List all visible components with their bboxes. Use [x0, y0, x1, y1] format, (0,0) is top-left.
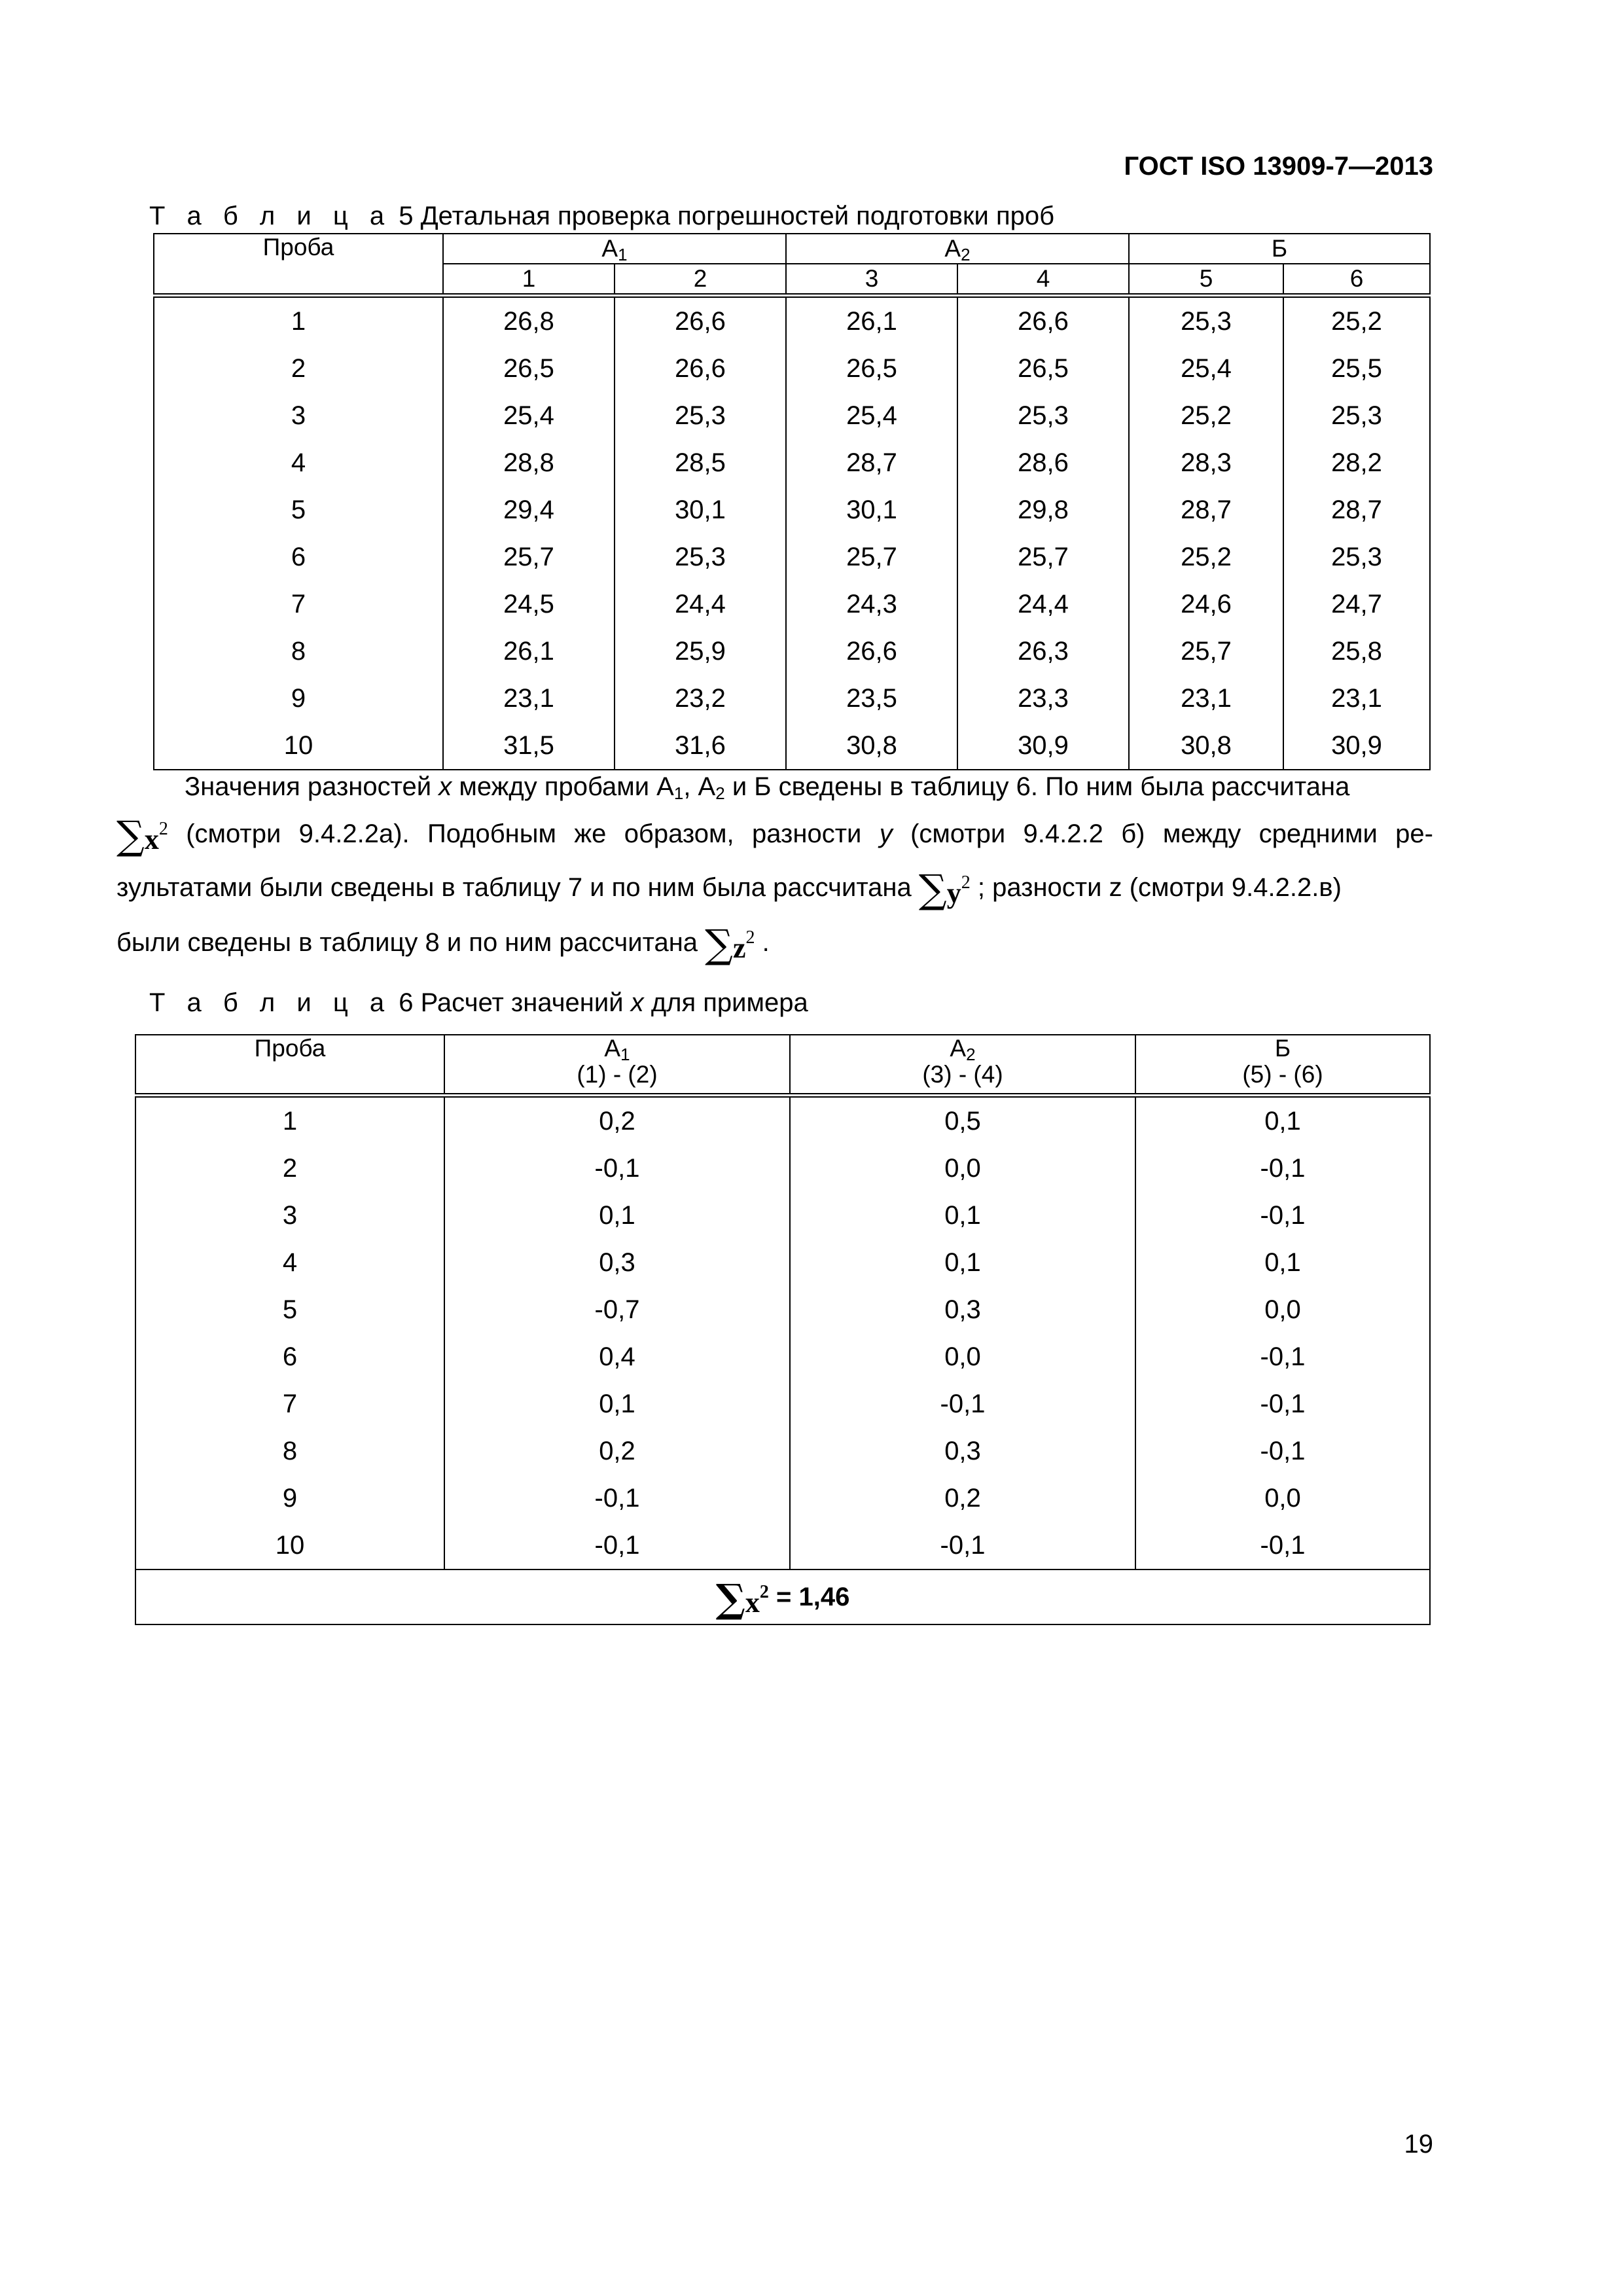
table5-cell: 25,2 [1129, 533, 1283, 581]
table6-cell: 0,2 [444, 1096, 790, 1145]
table5-cell: 25,7 [957, 533, 1129, 581]
table6-cell: 0,0 [790, 1145, 1135, 1192]
table5 [153, 233, 1431, 770]
paragraph-line-3: зультатами были сведены в таблицу 7 и по ним была рассчитана $\sum y^2$ ; разности z (смотри 9.4.2.2.в) [116, 867, 1342, 912]
table5-cell: 9 [154, 675, 443, 722]
table6-row [135, 1096, 1430, 1145]
table5-row [154, 439, 1430, 486]
table6-cell: -0,1 [1135, 1380, 1430, 1427]
table6-cell: -0,1 [444, 1475, 790, 1522]
table5-cell: 28,7 [1129, 486, 1283, 533]
table5-cell: 25,7 [1129, 628, 1283, 675]
table5-cell: 29,4 [443, 486, 615, 533]
table6 [135, 1034, 1431, 1625]
table5-cell: 6 [154, 533, 443, 581]
table6-cell: 2 [135, 1145, 444, 1192]
table5-cell: 30,1 [615, 486, 786, 533]
table5-cell: 2 [154, 345, 443, 392]
table6-row [135, 1475, 1430, 1522]
sum-y-squared: $\sum y^2$ [918, 867, 971, 912]
table6-cell: 1 [135, 1096, 444, 1145]
table6-cell: 0,1 [790, 1192, 1135, 1239]
table5-subheader: 5 [1129, 264, 1283, 296]
table6-cell: 0,3 [790, 1427, 1135, 1475]
table5-cell: 25,7 [443, 533, 615, 581]
table5-subheader: 1 [443, 264, 615, 296]
table5-cell: 28,5 [615, 439, 786, 486]
table5-cell: 28,7 [786, 439, 957, 486]
table5-cell: 26,5 [443, 345, 615, 392]
table6-row [135, 1380, 1430, 1427]
table5-cell: 28,6 [957, 439, 1129, 486]
table6-cell: 9 [135, 1475, 444, 1522]
table6-cell: -0,1 [1135, 1427, 1430, 1475]
table5-row [154, 296, 1430, 346]
table5-caption-word: Т а б л и ц а [149, 202, 392, 230]
paragraph-line-2: $\sum x^2$ (смотри 9.4.2.2а). Подобным же образом, разности y (смотри 9.4.2.2 б) между средними ре- [116, 813, 1433, 859]
table5-cell: 26,8 [443, 296, 615, 346]
table5-cell: 25,7 [786, 533, 957, 581]
table5-cell: 26,1 [786, 296, 957, 346]
table5-cell: 30,9 [957, 722, 1129, 770]
table5-cell: 3 [154, 392, 443, 439]
table6-sum-row: $\sum x^2 = 1,46$ [135, 1570, 1430, 1624]
document-code: ГОСТ ISO 13909-7—2013 [1124, 152, 1433, 181]
table6-row [135, 1145, 1430, 1192]
table5-cell: 30,9 [1283, 722, 1430, 770]
table5-row [154, 533, 1430, 581]
table5-cell: 23,3 [957, 675, 1129, 722]
table5-cell: 25,8 [1283, 628, 1430, 675]
table6-cell: 0,3 [444, 1239, 790, 1286]
table5-subheader: 2 [615, 264, 786, 296]
table6-cell: 0,4 [444, 1333, 790, 1380]
table5-cell: 24,6 [1129, 581, 1283, 628]
page-number: 19 [1404, 2130, 1433, 2159]
table5-cell: 28,8 [443, 439, 615, 486]
table5-cell: 4 [154, 439, 443, 486]
table5-cell: 29,8 [957, 486, 1129, 533]
table5-cell: 25,4 [786, 392, 957, 439]
table6-cell: -0,1 [1135, 1522, 1430, 1570]
table6-cell: 0,1 [1135, 1239, 1430, 1286]
table6-cell: -0,1 [444, 1522, 790, 1570]
table6-sum-value: = 1,46 [768, 1582, 850, 1611]
table5-subheader: 6 [1283, 264, 1430, 296]
table6-cell: 0,1 [1135, 1096, 1430, 1145]
table6-cell: 0,3 [790, 1286, 1135, 1333]
table5-cell: 24,7 [1283, 581, 1430, 628]
table5-cell: 23,1 [1283, 675, 1430, 722]
table5-cell: 25,3 [1283, 533, 1430, 581]
table6-cell: -0,1 [790, 1522, 1135, 1570]
table5-cell: 25,3 [1129, 296, 1283, 346]
table6-cell: 5 [135, 1286, 444, 1333]
table5-cell: 5 [154, 486, 443, 533]
sum-z-squared: $\sum z^2$ [705, 922, 755, 967]
table5-cell: 23,1 [443, 675, 615, 722]
table5-row [154, 392, 1430, 439]
table5-cell: 25,2 [1283, 296, 1430, 346]
table5-cell: 25,3 [615, 392, 786, 439]
table5-cell: 30,8 [786, 722, 957, 770]
table6-cell: 0,0 [1135, 1286, 1430, 1333]
table6-caption-word: Т а б л и ц а [149, 988, 392, 1017]
table5-cell: 25,4 [1129, 345, 1283, 392]
table5-cell: 25,3 [615, 533, 786, 581]
table6-cell: 0,1 [790, 1239, 1135, 1286]
table6-header-a2: $А_2$ (3) - (4) [790, 1035, 1135, 1096]
table5-cell: 26,5 [786, 345, 957, 392]
table6-cell: -0,1 [790, 1380, 1135, 1427]
table5-row [154, 628, 1430, 675]
table5-subheader: 4 [957, 264, 1129, 296]
table5-cell: 1 [154, 296, 443, 346]
table6-cell: 8 [135, 1427, 444, 1475]
table5-header-probe: Проба [154, 234, 443, 296]
table6-cell: 0,1 [444, 1192, 790, 1239]
table5-header-a1: $А_1$ [443, 234, 786, 264]
table6-cell: 7 [135, 1380, 444, 1427]
table6-cell: 4 [135, 1239, 444, 1286]
table5-cell: 28,2 [1283, 439, 1430, 486]
table5-cell: 24,4 [615, 581, 786, 628]
table5-cell: 25,3 [957, 392, 1129, 439]
table5-cell: 31,6 [615, 722, 786, 770]
table6-row [135, 1333, 1430, 1380]
table6-cell: 10 [135, 1522, 444, 1570]
table6-row [135, 1522, 1430, 1570]
table5-cell: 25,5 [1283, 345, 1430, 392]
table5-cell: 24,5 [443, 581, 615, 628]
table5-cell: 25,2 [1129, 392, 1283, 439]
table5-cell: 8 [154, 628, 443, 675]
table5-row [154, 345, 1430, 392]
table5-cell: 28,7 [1283, 486, 1430, 533]
table6-cell: 0,2 [790, 1475, 1135, 1522]
table6-cell: -0,1 [1135, 1333, 1430, 1380]
table6-row [135, 1192, 1430, 1239]
table5-cell: 24,3 [786, 581, 957, 628]
table6-row [135, 1427, 1430, 1475]
table6-header-b: Б (5) - (6) [1135, 1035, 1430, 1096]
table5-cell: 26,5 [957, 345, 1129, 392]
table6-cell: 0,0 [790, 1333, 1135, 1380]
table5-cell: 28,3 [1129, 439, 1283, 486]
table5-row [154, 486, 1430, 533]
table6-caption: Т а б л и ц а 6 Расчет значений x для примера [149, 988, 808, 1017]
table6-row [135, 1286, 1430, 1333]
table6-cell: 0,2 [444, 1427, 790, 1475]
table5-cell: 26,6 [957, 296, 1129, 346]
table5-subheader: 3 [786, 264, 957, 296]
table5-row [154, 581, 1430, 628]
table6-cell: 3 [135, 1192, 444, 1239]
table6-row [135, 1239, 1430, 1286]
table6-cell: -0,1 [1135, 1145, 1430, 1192]
table6-header-probe: Проба [135, 1035, 444, 1096]
table5-header-b: Б [1129, 234, 1430, 264]
table6-cell: 0,1 [444, 1380, 790, 1427]
table5-cell: 26,3 [957, 628, 1129, 675]
table5-cell: 30,1 [786, 486, 957, 533]
table5-cell: 23,1 [1129, 675, 1283, 722]
table5-cell: 10 [154, 722, 443, 770]
table5-cell: 26,6 [615, 296, 786, 346]
table5-cell: 23,5 [786, 675, 957, 722]
table5-cell: 26,6 [615, 345, 786, 392]
table6-cell: -0,7 [444, 1286, 790, 1333]
sum-x-squared: $\sum x^2$ [116, 813, 168, 859]
table5-row [154, 675, 1430, 722]
table5-cell: 26,1 [443, 628, 615, 675]
table5-cell: 25,4 [443, 392, 615, 439]
table6-body [135, 1096, 1430, 1570]
table5-header-a2: $А_2$ [786, 234, 1129, 264]
table6-cell: 6 [135, 1333, 444, 1380]
table5-cell: 26,6 [786, 628, 957, 675]
table5-cell: 25,3 [1283, 392, 1430, 439]
paragraph-line-1: Значения разностей x между пробами $А_1$, $А_2$ и Б сведены в таблицу 6. По ним была рассчитана [185, 772, 1350, 803]
paragraph-line-4: были сведены в таблицу 8 и по ним рассчитана $\sum z^2$ . [116, 922, 770, 967]
table6-cell: 0,5 [790, 1096, 1135, 1145]
table5-cell: 24,4 [957, 581, 1129, 628]
table6-cell: 0,0 [1135, 1475, 1430, 1522]
table5-row [154, 722, 1430, 770]
table6-cell: -0,1 [444, 1145, 790, 1192]
table6-header-a1: $А_1$ (1) - (2) [444, 1035, 790, 1096]
table5-caption [149, 202, 1054, 231]
table5-caption-text: 5 Детальная проверка погрешностей подготовки проб [391, 202, 1054, 230]
table5-cell: 7 [154, 581, 443, 628]
table5-cell: 30,8 [1129, 722, 1283, 770]
table6-cell: -0,1 [1135, 1192, 1430, 1239]
table5-cell: 25,9 [615, 628, 786, 675]
table5-body [154, 296, 1430, 770]
table5-cell: 23,2 [615, 675, 786, 722]
table5-cell: 31,5 [443, 722, 615, 770]
